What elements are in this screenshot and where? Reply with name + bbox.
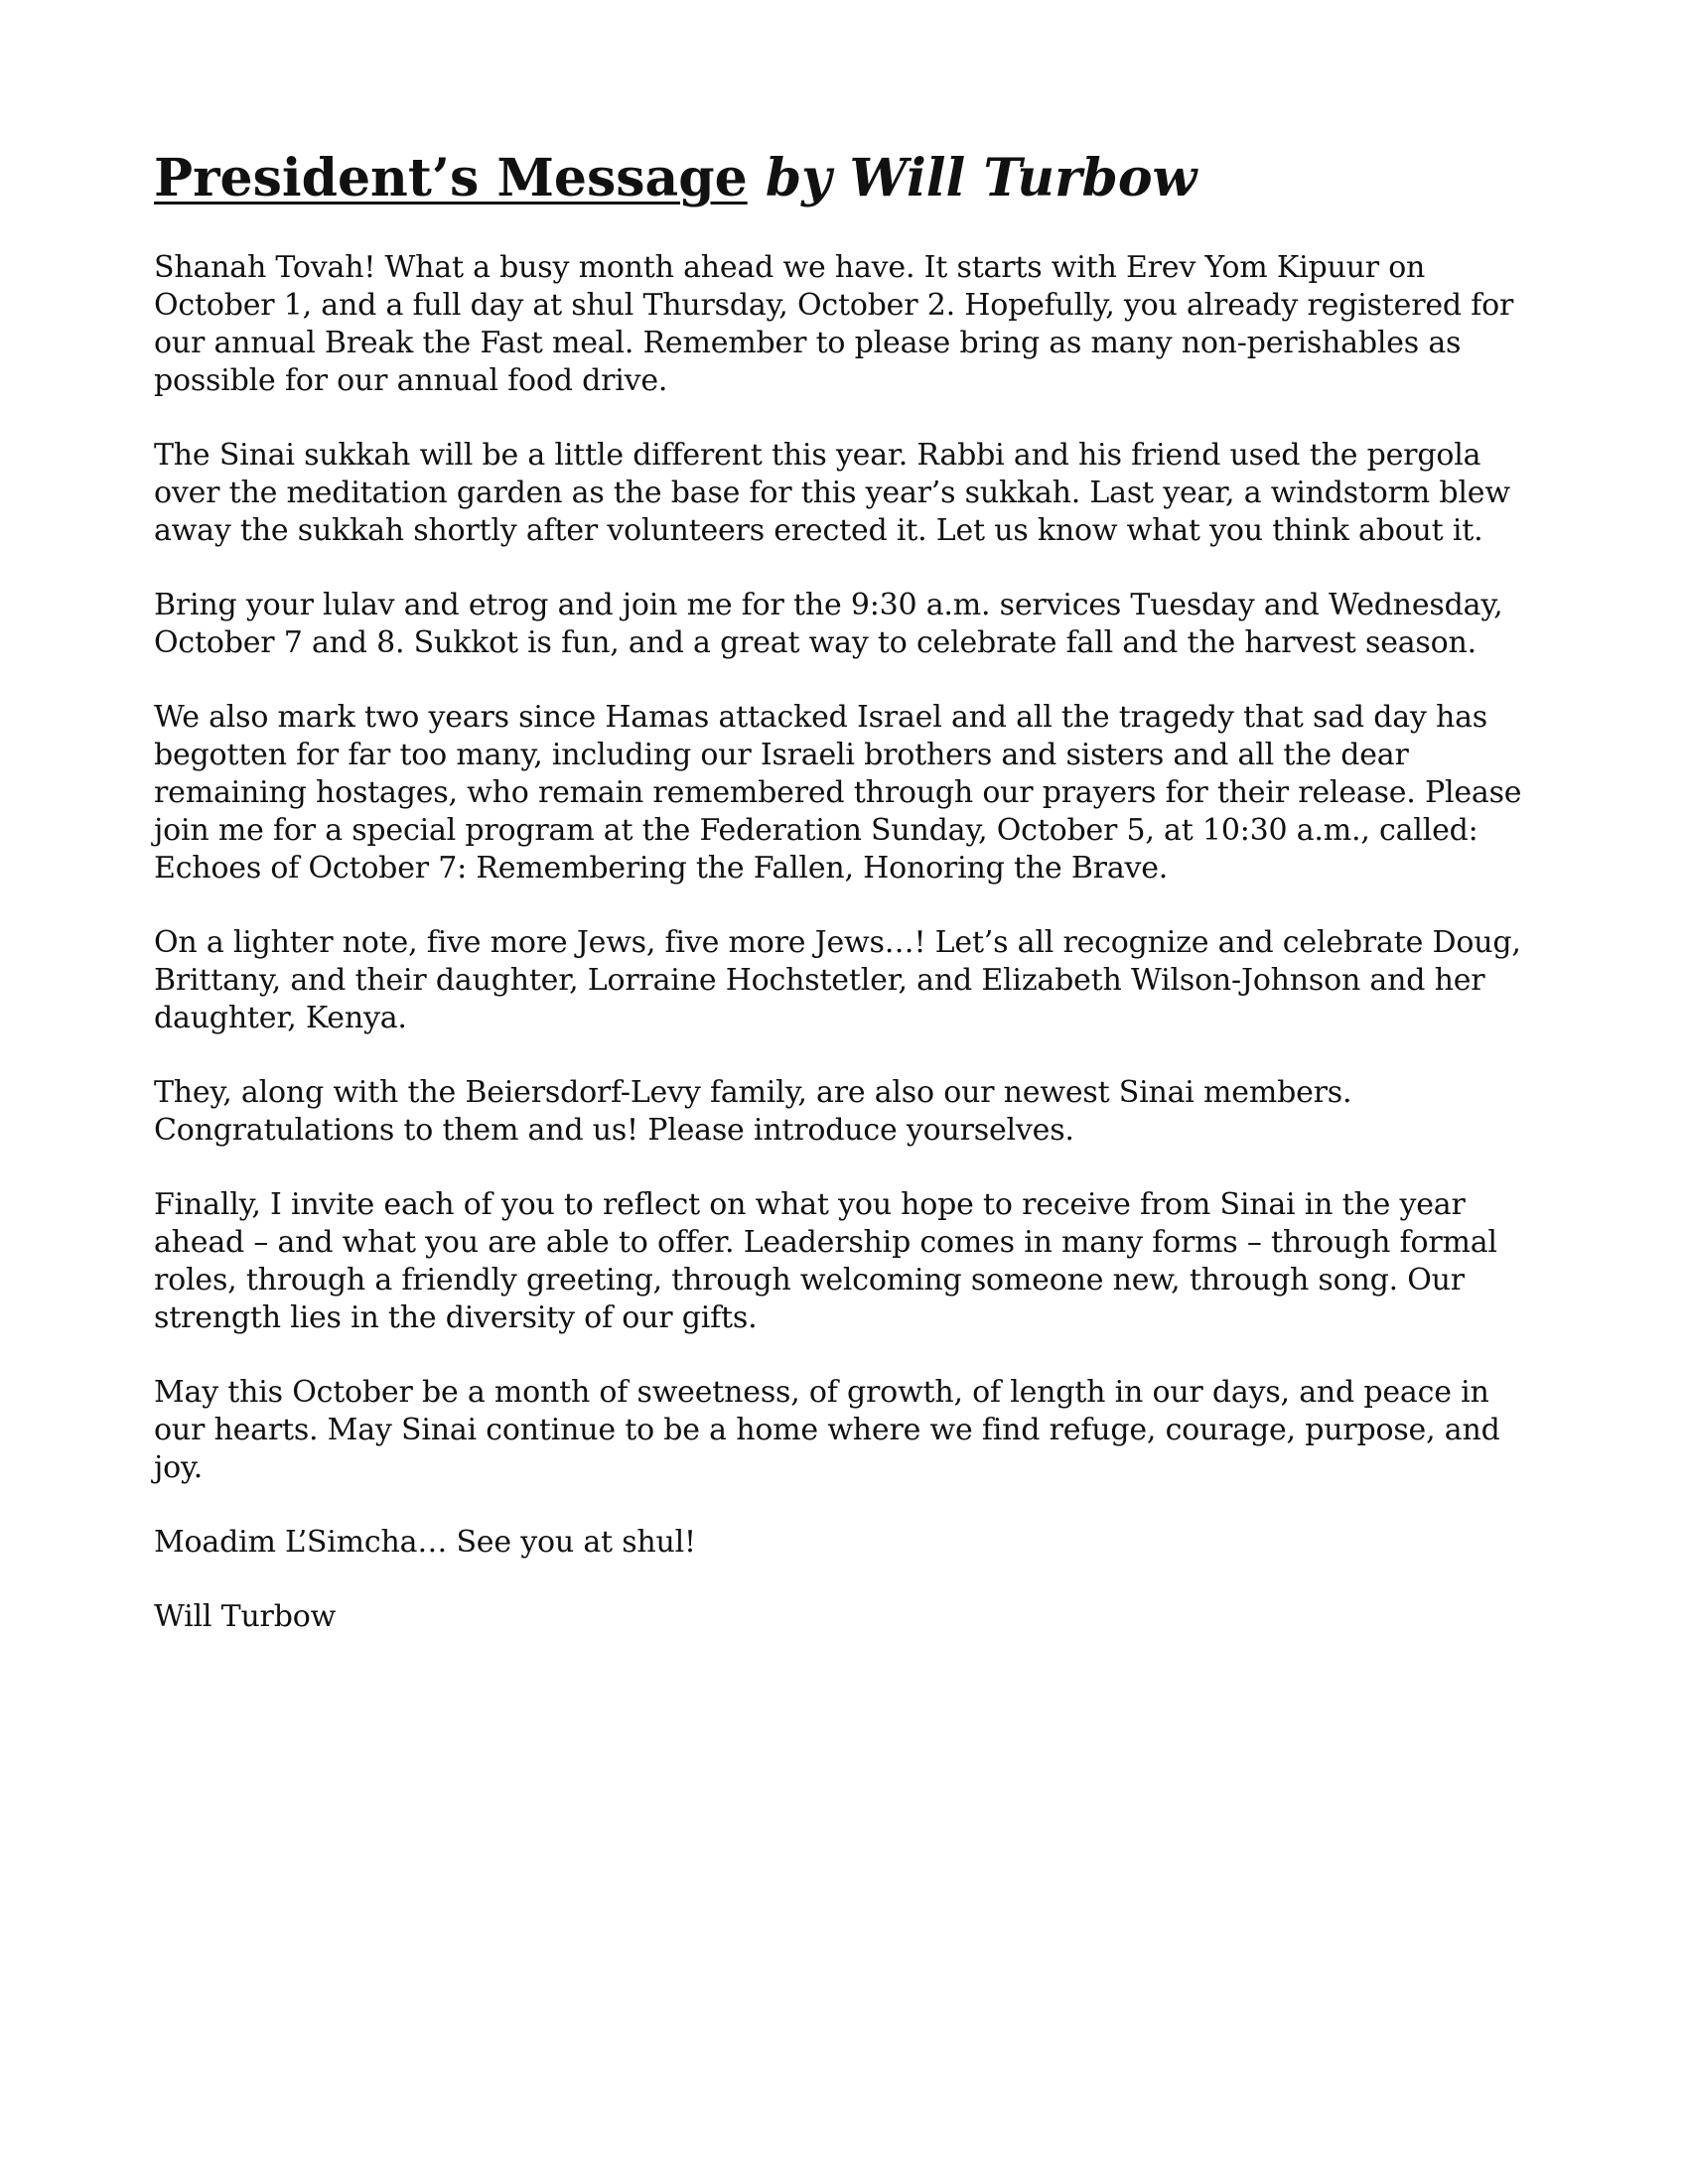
paragraph-greeting: Shanah Tovah! What a busy month ahead we have. It starts with Erev Yom Kipuur on October 1, and a full day at shul Thursday, October 2. Hopefully, you already registered for our annual Break the Fast meal. Remember to please bring as many non-perishables as possible for our annual food drive. — [154, 250, 1514, 398]
signature: Will Turbow — [154, 1599, 337, 1634]
paragraph-welcome: They, along with the Beiersdorf-Levy family, are also our newest Sinai members. Congratulations to them and us! Please introduce yourselves. — [154, 1075, 1352, 1148]
paragraph-reflection: Finally, I invite each of you to reflect on what you hope to receive from Sinai in the year ahead – and what you are able to offer. Leadership comes in many forms – through formal roles, through a friendly greeting, through welcoming someone new, through song. Our strength lies in the diversity of our gifts. — [154, 1187, 1497, 1335]
page-title — [154, 144, 1544, 213]
title-main: President’s Message — [154, 148, 748, 208]
paragraph-new-members: On a lighter note, five more Jews, five more Jews…! Let’s all recognize and celebrate Doug, Brittany, and their daughter, Lorraine Hochstetler, and Elizabeth Wilson-Johnson and her daughter, Kenya. — [154, 925, 1521, 1035]
paragraph-october-7: We also mark two years since Hamas attacked Israel and all the tragedy that sad day has begotten for far too many, including our Israeli brothers and sisters and all the dear remaining hostages, who remain remembered through our prayers for their release. Please join me for a special program at the Federation Sunday, October 5, at 10:30 a.m., called: Echoes of October 7: Remembering the Fallen, Honoring the Brave. — [154, 700, 1522, 886]
paragraph-sukkah: The Sinai sukkah will be a little different this year. Rabbi and his friend used the pergola over the meditation garden as the base for this year’s sukkah. Last year, a windstorm blew away the sukkah shortly after volunteers erected it. Let us know what you think about it. — [154, 438, 1510, 548]
paragraph-services: Bring your lulav and etrog and join me for the 9:30 a.m. services Tuesday and Wednesday, October 7 and 8. Sukkot is fun, and a great way to celebrate fall and the harvest season. — [154, 588, 1503, 660]
newsletter-page — [154, 144, 1544, 1673]
title-byline: by Will Turbow — [765, 148, 1197, 208]
paragraph-blessing: May this October be a month of sweetness, of growth, of length in our days, and peace in our hearts. May Sinai continue to be a home where we find refuge, courage, purpose, and joy. — [154, 1375, 1500, 1485]
paragraph-closing: Moadim L’Simcha… See you at shul! — [154, 1525, 696, 1560]
